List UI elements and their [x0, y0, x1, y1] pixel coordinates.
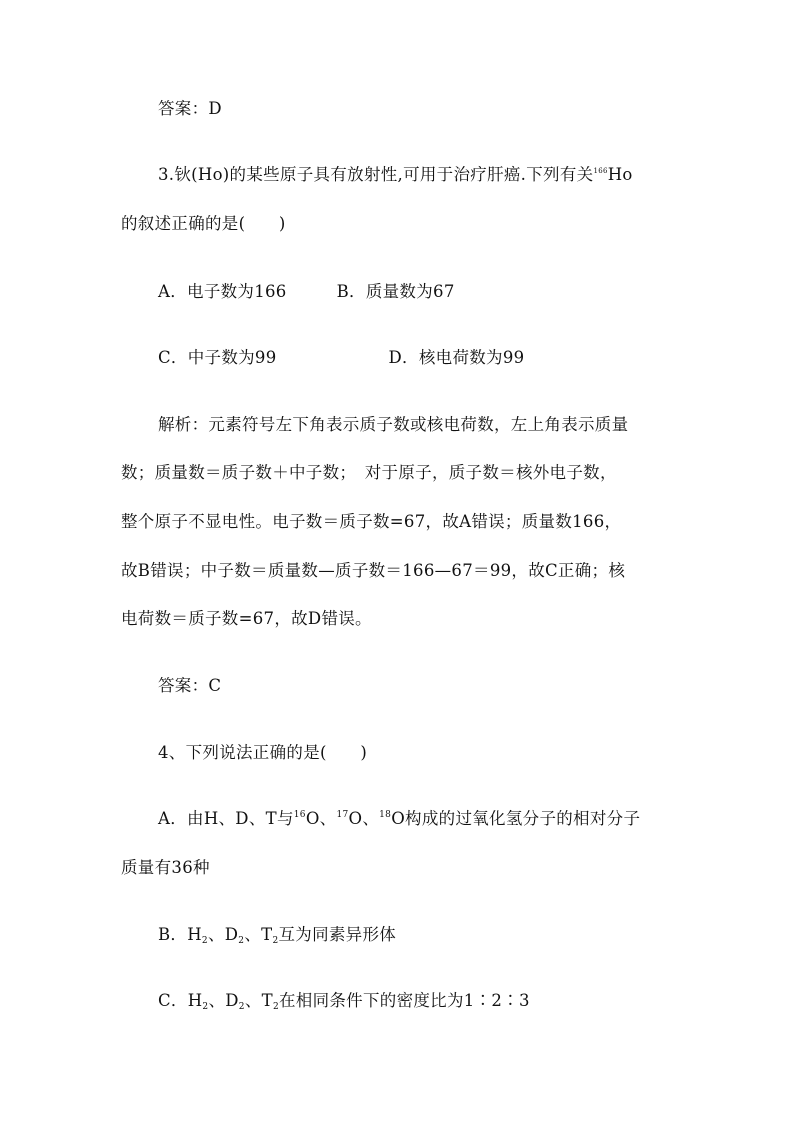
- sep: 、: [208, 991, 226, 1010]
- d: D: [224, 925, 239, 944]
- sub-2: 2: [272, 936, 279, 946]
- sub-2: 2: [238, 936, 245, 946]
- answer-c-line: 答案：C: [158, 676, 222, 695]
- option-d: D．核电荷数为99: [388, 348, 525, 367]
- q3-text-b: Ho: [607, 165, 633, 184]
- q3-options-cd: [158, 347, 524, 369]
- q4c-post: 在相同条件下的密度比为1∶2∶3: [278, 991, 530, 1010]
- q4b-h: B．H: [158, 925, 202, 944]
- q4-option-b: [158, 924, 396, 946]
- sub-2: 2: [238, 1002, 245, 1012]
- isotope-mass: 166: [593, 167, 608, 175]
- q4b-post: 互为同素异形体: [278, 925, 397, 944]
- explanation-line1: 解析：元素符号左下角表示质子数或核电荷数，左上角表示质量: [158, 415, 629, 434]
- question-3-line1: [158, 164, 633, 186]
- question-3-line2: 的叙述正确的是( ): [121, 214, 286, 233]
- t: T: [261, 925, 273, 944]
- sep: 、: [207, 925, 225, 944]
- option-a: A．电子数为166: [158, 282, 287, 301]
- option-c: C．中子数为99: [158, 348, 277, 367]
- q4-option-a-line2: 质量有36种: [121, 858, 210, 877]
- sup-16: 16: [293, 810, 306, 820]
- q3-options-ab: [158, 281, 455, 303]
- t: T: [261, 991, 273, 1010]
- explanation-line5: 电荷数＝质子数=67，故D错误。: [121, 609, 372, 628]
- answer-d-line: 答案：D: [158, 99, 222, 118]
- sup-17: 17: [336, 810, 349, 820]
- option-b: B．质量数为67: [336, 282, 455, 301]
- question-4-title: 4、下列说法正确的是( ): [158, 743, 368, 762]
- sep: 、: [244, 925, 262, 944]
- sep: 、: [244, 991, 262, 1010]
- d: D: [225, 991, 239, 1010]
- sub-2: 2: [202, 1002, 209, 1012]
- explanation-line4: 故B错误；中子数＝质量数—质子数＝166—67＝99，故C正确；核: [121, 561, 626, 580]
- o-16: O、: [305, 809, 337, 828]
- q3-text-a: 3.钬(Ho)的某些原子具有放射性,可用于治疗肝癌.下列有关: [158, 165, 594, 184]
- q4a-post: O构成的过氧化氢分子的相对分子: [391, 809, 641, 828]
- o-17: O、: [348, 809, 380, 828]
- sub-2: 2: [201, 936, 208, 946]
- explanation-line3: 整个原子不显电性。电子数＝质子数=67，故A错误；质量数166，: [121, 512, 622, 531]
- q4-option-c: [158, 990, 530, 1012]
- sup-18: 18: [379, 810, 392, 820]
- q4-option-a-line1: [158, 808, 640, 830]
- q4c-h: C．H: [158, 991, 203, 1010]
- explanation-line2: 数；质量数＝质子数＋中子数； 对于原子，质子数＝核外电子数，: [121, 463, 617, 482]
- sub-2: 2: [272, 1002, 279, 1012]
- q4a-pre: A．由H、D、T与: [158, 809, 294, 828]
